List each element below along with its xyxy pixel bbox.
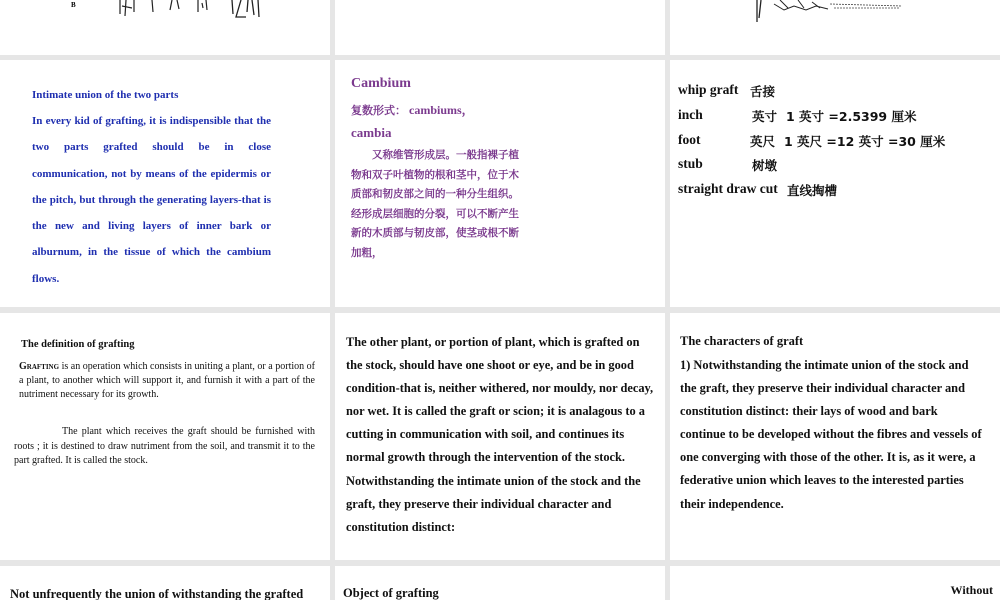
cambium-title: Cambium (351, 76, 411, 91)
vocab-translation: 树墩 (752, 158, 778, 174)
vocab-translation: 舌接 (750, 84, 776, 99)
slide-union-note[interactable] (0, 566, 330, 600)
vocab-row (678, 107, 998, 132)
cambium-plural-label: 复数形式： (351, 104, 406, 117)
figure-label: B (71, 1, 76, 9)
vocab-row (678, 82, 998, 107)
other-plant-body: The other plant, or portion of plant, which is grafted on the stock, should have one shoot or eye, and be in good condition-that is, neither withered, nor mouldy, nor decay, nor wet. It is called the graft or scion; it is analagous to a cutting in communication with soil, and continues its normal growth through the intervention of the stock. Notwithstanding the intimate union of the stock and the graft, they preserve their individual character and constitution distinct: (346, 335, 654, 534)
slide-thumb-sketch-left[interactable] (0, 0, 330, 55)
without-text: Without (950, 583, 993, 597)
vocab-row (678, 132, 998, 157)
slide-intimate-union[interactable] (0, 60, 330, 307)
cambium-plural-value-2: cambia (351, 125, 392, 140)
slide-vocabulary[interactable] (670, 60, 1000, 307)
slide-thumb-sketch-right[interactable] (670, 0, 1000, 55)
union-note-text: Not unfrequently the union of withstanding the grafted (10, 587, 304, 600)
vocab-conversion: 1 英尺 =12 英寸 =30 厘米 (784, 133, 946, 149)
vocab-row (678, 156, 998, 181)
grafting-sketch-right (754, 0, 904, 24)
cambium-plural-value: cambiums， (409, 103, 474, 117)
vocab-translation: 英寸 (752, 108, 778, 124)
vocab-term: straight draw cut (678, 181, 778, 197)
definition-paragraph-1-text: is an operation which consists in uniting a plant, or a portion of a plant, to another which will support it, and furnish it with a part of the nutriment necessary for its growth. (19, 361, 315, 401)
slide-object[interactable] (335, 566, 665, 600)
vocab-translation: 英尺 (750, 133, 776, 149)
slide-without[interactable] (670, 566, 1000, 600)
slide-other-plant[interactable] (335, 313, 665, 560)
slide-definition[interactable] (0, 313, 330, 560)
cambium-plural (351, 101, 474, 118)
slide-cambium[interactable] (335, 60, 665, 307)
vocab-translation: 直线掏槽 (787, 183, 838, 199)
definition-title: The definition of grafting (21, 339, 135, 350)
vocab-row (678, 181, 998, 206)
cambium-definition: 又称维管形成层。一般指裸子植物和双子叶植物的根和茎中，位于木质部和韧皮部之间的一种分生组织。经形成层细胞的分裂，可以不断产生新的木质部与韧皮部，使茎或根不断加粗， (351, 149, 519, 259)
vocab-term: whip graft (678, 82, 739, 97)
slide-thumb-empty[interactable] (335, 0, 665, 55)
grafting-sketch-left (112, 0, 267, 20)
definition-lead-word: Grafting (19, 361, 60, 372)
vocabulary-list (678, 82, 998, 206)
vocab-term: stub (678, 156, 703, 172)
characters-body: 1) Notwithstanding the intimate union of the stock and the graft, they preserve their individual character and constitution distinct: their lays of wood and bark continue to be developed without the fibres and vessels of one converging with those of the other. It is, as it were, a federative union which leaves to the interested parties their independence. (680, 358, 982, 511)
vocab-term: inch (678, 106, 703, 122)
vocab-term: foot (678, 131, 701, 147)
characters-title: The characters of graft (680, 334, 804, 348)
object-title: Object of grafting (343, 586, 439, 600)
intimate-union-title: Intimate union of the two parts (32, 89, 179, 101)
definition-paragraph-1 (19, 360, 315, 403)
slide-characters[interactable] (670, 313, 1000, 560)
intimate-union-body: In every kid of grafting, it is indispensible that the two parts grafted should be in close communication, not by means of the epidermis or the pitch, but through the generating layers-that is the new and living layers of inner bark or alburnum, in the tissue of which the cambium flows. (32, 115, 271, 285)
definition-paragraph-2: The plant which receives the graft should be furnished with roots ; it is destined to draw nutriment from the soil, and transmit it to the part grafted. It is called the stock. (14, 426, 315, 467)
vocab-conversion: 1 英寸 =2.5399 厘米 (786, 108, 917, 124)
